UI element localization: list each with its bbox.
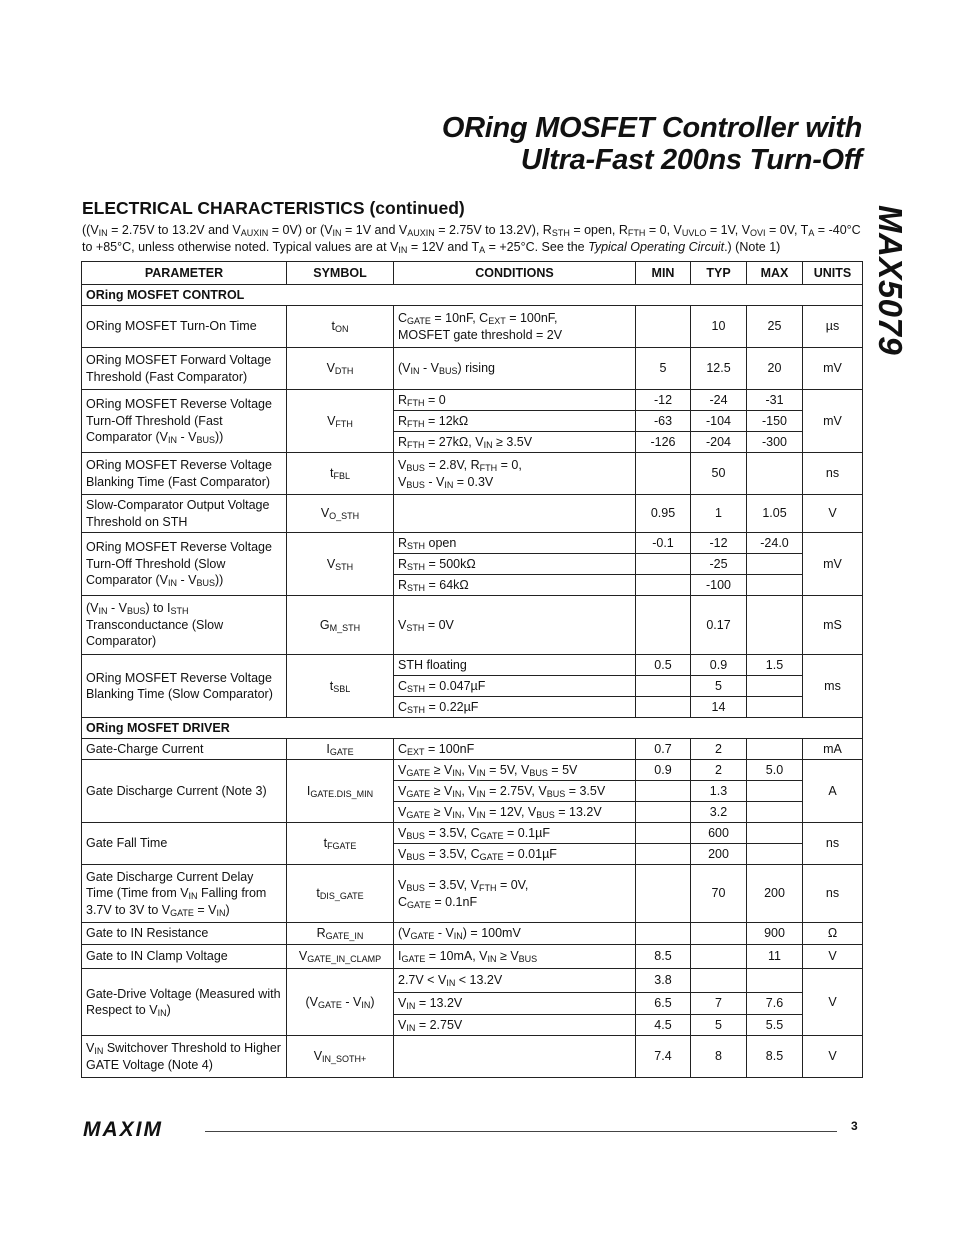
units-cell: ns [803, 823, 863, 865]
footer-divider [205, 1131, 837, 1132]
parameter-cell: Gate to IN Resistance [82, 923, 287, 945]
header-symbol: SYMBOL [287, 262, 394, 285]
typ-cell: -100 [691, 575, 747, 596]
typ-cell: 200 [691, 844, 747, 865]
table-row [82, 760, 863, 781]
conditions-cell: $I_{GATE} = 10mA$, $V_{IN} \ge V_{BUS}$ [394, 945, 636, 969]
min-cell: 7.4 [636, 1036, 691, 1078]
min-cell [636, 823, 691, 844]
parameter-cell: ORing MOSFET Reverse Voltage Turn-Off Threshold (Slow Comparator $(V_{IN} - V_{BUS})$) [82, 533, 287, 596]
table-row [82, 865, 863, 923]
units-cell: ns [803, 865, 863, 923]
header-units: UNITS [803, 262, 863, 285]
parameter-cell: Gate to IN Clamp Voltage [82, 945, 287, 969]
max-cell: 200 [747, 865, 803, 923]
max-cell: 8.5 [747, 1036, 803, 1078]
typ-cell: 70 [691, 865, 747, 923]
units-cell: Ω [803, 923, 863, 945]
symbol-cell: $V_{O\_STH}$ [287, 495, 394, 533]
conditions-cell: $R_{STH}$ open [394, 533, 636, 554]
typ-cell: 1 [691, 495, 747, 533]
header-conditions: CONDITIONS [394, 262, 636, 285]
page-number: 3 [851, 1119, 858, 1133]
max-cell: 5.0 [747, 760, 803, 781]
typ-cell: -24 [691, 390, 747, 411]
table-row [82, 739, 863, 760]
min-cell [636, 781, 691, 802]
min-cell: 0.7 [636, 739, 691, 760]
min-cell [636, 453, 691, 495]
parameter-cell: Slow-Comparator Output Voltage Threshold on STH [82, 495, 287, 533]
parameter-cell: ORing MOSFET Reverse Voltage Blanking Time (Slow Comparator) [82, 655, 287, 718]
table-row [82, 533, 863, 554]
min-cell: -12 [636, 390, 691, 411]
min-cell: -63 [636, 411, 691, 432]
max-cell: 5.5 [747, 1015, 803, 1036]
units-cell: A [803, 760, 863, 823]
parameter-cell: Gate-Charge Current [82, 739, 287, 760]
table-header-row [82, 262, 863, 285]
table-row [82, 453, 863, 495]
conditions-cell: $V_{IN} = 2.75V$ [394, 1015, 636, 1036]
max-cell: 20 [747, 348, 803, 390]
maxim-logo: MAXIM [83, 1118, 163, 1141]
document-title [442, 112, 862, 176]
conditions-cell: $C_{STH} = 0.22\mu F$ [394, 697, 636, 718]
conditions-cell: $R_{STH} = 64k\Omega$ [394, 575, 636, 596]
symbol-cell: $(V_{GATE} - V_{IN})$ [287, 969, 394, 1036]
min-cell: -126 [636, 432, 691, 453]
min-cell [636, 802, 691, 823]
part-number-side-label: MAX5079 [872, 205, 909, 356]
symbol-cell: $V_{STH}$ [287, 533, 394, 596]
header-parameter: PARAMETER [82, 262, 287, 285]
test-conditions-note: (($V_{IN} = 2.75V$ to 13.2V and $V_{AUXIN} = 0V$) or ($V_{IN} = 1V$ and $V_{AUXIN} = 2.75V$ to 13.2V), $R_{STH}$ = open, $R_{FTH} = 0$, $V_{UVLO} = 1V$, $V_{OVI} = 0V$, $T_A = -40^\circ C$ to +85°C, unless otherwise noted. Typical values are at $V_{IN} = 12V$ and $T_A = +25^\circ C$. See the Typical Operating Circuit.) (Note 1) [82, 223, 861, 255]
max-cell: 900 [747, 923, 803, 945]
conditions-cell: $V_{BUS} = 3.5V$, $V_{FTH} = 0V$, $C_{GATE} = 0.1nF$ [394, 865, 636, 923]
units-cell: ms [803, 655, 863, 718]
table-row [82, 823, 863, 844]
units-cell: V [803, 945, 863, 969]
max-cell [747, 844, 803, 865]
max-cell: -31 [747, 390, 803, 411]
min-cell: 0.5 [636, 655, 691, 676]
typ-cell: 14 [691, 697, 747, 718]
symbol-cell: $t_{SBL}$ [287, 655, 394, 718]
max-cell: 25 [747, 306, 803, 348]
parameter-cell: ORing MOSFET Reverse Voltage Turn-Off Threshold (Fast Comparator $(V_{IN} - V_{BUS})$) [82, 390, 287, 453]
conditions-cell [394, 1036, 636, 1078]
header-min: MIN [636, 262, 691, 285]
units-cell: mV [803, 390, 863, 453]
max-cell: -300 [747, 432, 803, 453]
table-row [82, 306, 863, 348]
typ-cell: 7 [691, 993, 747, 1015]
typ-cell: -204 [691, 432, 747, 453]
max-cell: 1.5 [747, 655, 803, 676]
table-row [82, 923, 863, 945]
parameter-cell: $V_{IN}$ Switchover Threshold to Higher GATE Voltage (Note 4) [82, 1036, 287, 1078]
typ-cell: 2 [691, 739, 747, 760]
conditions-cell: $V_{GATE} \ge V_{IN}$, $V_{IN} = 5V$, $V_{BUS} = 5V$ [394, 760, 636, 781]
conditions-cell: $2.7V < V_{IN} < 13.2V$ [394, 969, 636, 993]
min-cell [636, 865, 691, 923]
units-cell: mV [803, 348, 863, 390]
section-label: ORing MOSFET CONTROL [82, 285, 863, 306]
min-cell: 0.95 [636, 495, 691, 533]
units-cell: mV [803, 533, 863, 596]
typ-cell: 5 [691, 1015, 747, 1036]
symbol-cell: $G_{M\_STH}$ [287, 596, 394, 655]
min-cell [636, 676, 691, 697]
conditions-cell: $C_{EXT} = 100nF$ [394, 739, 636, 760]
typ-cell: 8 [691, 1036, 747, 1078]
min-cell [636, 596, 691, 655]
title-line-1: ORing MOSFET Controller with [441, 112, 862, 144]
max-cell: -150 [747, 411, 803, 432]
electrical-characteristics-table [81, 261, 863, 1078]
conditions-cell: $R_{FTH} = 27k\Omega$, $V_{IN} \ge 3.5V$ [394, 432, 636, 453]
symbol-cell: $t_{DIS\_GATE}$ [287, 865, 394, 923]
table-row [82, 945, 863, 969]
symbol-cell: $V_{GATE\_IN\_CLAMP}$ [287, 945, 394, 969]
max-cell [747, 739, 803, 760]
typ-cell [691, 969, 747, 993]
symbol-cell: $V_{DTH}$ [287, 348, 394, 390]
max-cell [747, 676, 803, 697]
max-cell [747, 802, 803, 823]
table-row [82, 348, 863, 390]
max-cell [747, 596, 803, 655]
typ-cell: 0.9 [691, 655, 747, 676]
table-row [82, 390, 863, 411]
max-cell: -24.0 [747, 533, 803, 554]
conditions-cell [394, 495, 636, 533]
units-cell: V [803, 1036, 863, 1078]
conditions-cell: $V_{GATE} \ge V_{IN}$, $V_{IN} = 2.75V$, $V_{BUS} = 3.5V$ [394, 781, 636, 802]
min-cell: 8.5 [636, 945, 691, 969]
typ-cell [691, 923, 747, 945]
max-cell [747, 781, 803, 802]
min-cell: 4.5 [636, 1015, 691, 1036]
min-cell [636, 697, 691, 718]
typ-cell: 2 [691, 760, 747, 781]
conditions-cell: $(V_{GATE} - V_{IN}) = 100mV$ [394, 923, 636, 945]
conditions-cell: $(V_{IN} - V_{BUS})$ rising [394, 348, 636, 390]
conditions-cell: $V_{BUS} = 2.8V$, $R_{FTH} = 0$, $V_{BUS} - V_{IN} = 0.3V$ [394, 453, 636, 495]
typ-cell: 50 [691, 453, 747, 495]
parameter-cell: $(V_{IN} - V_{BUS})$ to $I_{STH}$ Transconductance (Slow Comparator) [82, 596, 287, 655]
header-max: MAX [747, 262, 803, 285]
typ-cell [691, 945, 747, 969]
conditions-cell: $V_{IN} = 13.2V$ [394, 993, 636, 1015]
header-typ: TYP [691, 262, 747, 285]
parameter-cell: Gate Fall Time [82, 823, 287, 865]
section-row [82, 718, 863, 739]
section-row [82, 285, 863, 306]
table-row [82, 655, 863, 676]
min-cell: 5 [636, 348, 691, 390]
min-cell [636, 575, 691, 596]
conditions-cell: $V_{BUS} = 3.5V$, $C_{GATE} = 0.1\mu F$ [394, 823, 636, 844]
units-cell: V [803, 495, 863, 533]
min-cell: 0.9 [636, 760, 691, 781]
min-cell: 6.5 [636, 993, 691, 1015]
max-cell [747, 823, 803, 844]
conditions-cell: $V_{BUS} = 3.5V$, $C_{GATE} = 0.01\mu F$ [394, 844, 636, 865]
conditions-cell: $V_{GATE} \ge V_{IN}$, $V_{IN} = 12V$, $V_{BUS} = 13.2V$ [394, 802, 636, 823]
min-cell [636, 554, 691, 575]
units-cell: mS [803, 596, 863, 655]
units-cell: µs [803, 306, 863, 348]
table-row [82, 1036, 863, 1078]
typ-cell: 1.3 [691, 781, 747, 802]
symbol-cell: $V_{IN\_SOTH+}$ [287, 1036, 394, 1078]
symbol-cell: $R_{GATE\_IN}$ [287, 923, 394, 945]
conditions-cell: STH floating [394, 655, 636, 676]
typ-cell: 12.5 [691, 348, 747, 390]
max-cell: 7.6 [747, 993, 803, 1015]
max-cell: 1.05 [747, 495, 803, 533]
conditions-cell: $R_{FTH} = 12k\Omega$ [394, 411, 636, 432]
typ-cell: -12 [691, 533, 747, 554]
symbol-cell: $I_{GATE.DIS\_MIN}$ [287, 760, 394, 823]
parameter-cell: Gate-Drive Voltage (Measured with Respect to $V_{IN}$) [82, 969, 287, 1036]
symbol-cell: $t_{ON}$ [287, 306, 394, 348]
typ-cell: -104 [691, 411, 747, 432]
typ-cell: -25 [691, 554, 747, 575]
section-label: ORing MOSFET DRIVER [82, 718, 863, 739]
units-cell: V [803, 969, 863, 1036]
parameter-cell: Gate Discharge Current Delay Time (Time from $V_{IN}$ Falling from 3.7V to 3V to $V_{GATE} = V_{IN}$) [82, 865, 287, 923]
symbol-cell: $V_{FTH}$ [287, 390, 394, 453]
min-cell [636, 306, 691, 348]
conditions-cell: $C_{STH} = 0.047\mu F$ [394, 676, 636, 697]
table-row [82, 596, 863, 655]
parameter-cell: ORing MOSFET Turn-On Time [82, 306, 287, 348]
symbol-cell: $t_{FBL}$ [287, 453, 394, 495]
units-cell: ns [803, 453, 863, 495]
max-cell [747, 697, 803, 718]
max-cell [747, 575, 803, 596]
min-cell [636, 923, 691, 945]
max-cell [747, 554, 803, 575]
max-cell [747, 453, 803, 495]
max-cell: 11 [747, 945, 803, 969]
title-line-2: Ultra-Fast 200ns Turn-Off [520, 144, 862, 176]
max-cell [747, 969, 803, 993]
typ-cell: 3.2 [691, 802, 747, 823]
symbol-cell: $I_{GATE}$ [287, 739, 394, 760]
min-cell: -0.1 [636, 533, 691, 554]
table-row [82, 495, 863, 533]
conditions-cell: $C_{GATE} = 10nF$, $C_{EXT} = 100nF$, MOSFET gate threshold = 2V [394, 306, 636, 348]
section-heading: ELECTRICAL CHARACTERISTICS (continued) [82, 198, 465, 218]
table-body [82, 285, 863, 1078]
conditions-cell: $R_{STH} = 500k\Omega$ [394, 554, 636, 575]
conditions-cell: $V_{STH} = 0V$ [394, 596, 636, 655]
typ-cell: 5 [691, 676, 747, 697]
min-cell: 3.8 [636, 969, 691, 993]
conditions-cell: $R_{FTH} = 0$ [394, 390, 636, 411]
min-cell [636, 844, 691, 865]
parameter-cell: Gate Discharge Current (Note 3) [82, 760, 287, 823]
parameter-cell: ORing MOSFET Forward Voltage Threshold (Fast Comparator) [82, 348, 287, 390]
typ-cell: 0.17 [691, 596, 747, 655]
table-row [82, 969, 863, 993]
symbol-cell: $t_{FGATE}$ [287, 823, 394, 865]
units-cell: mA [803, 739, 863, 760]
typ-cell: 10 [691, 306, 747, 348]
typ-cell: 600 [691, 823, 747, 844]
parameter-cell: ORing MOSFET Reverse Voltage Blanking Time (Fast Comparator) [82, 453, 287, 495]
